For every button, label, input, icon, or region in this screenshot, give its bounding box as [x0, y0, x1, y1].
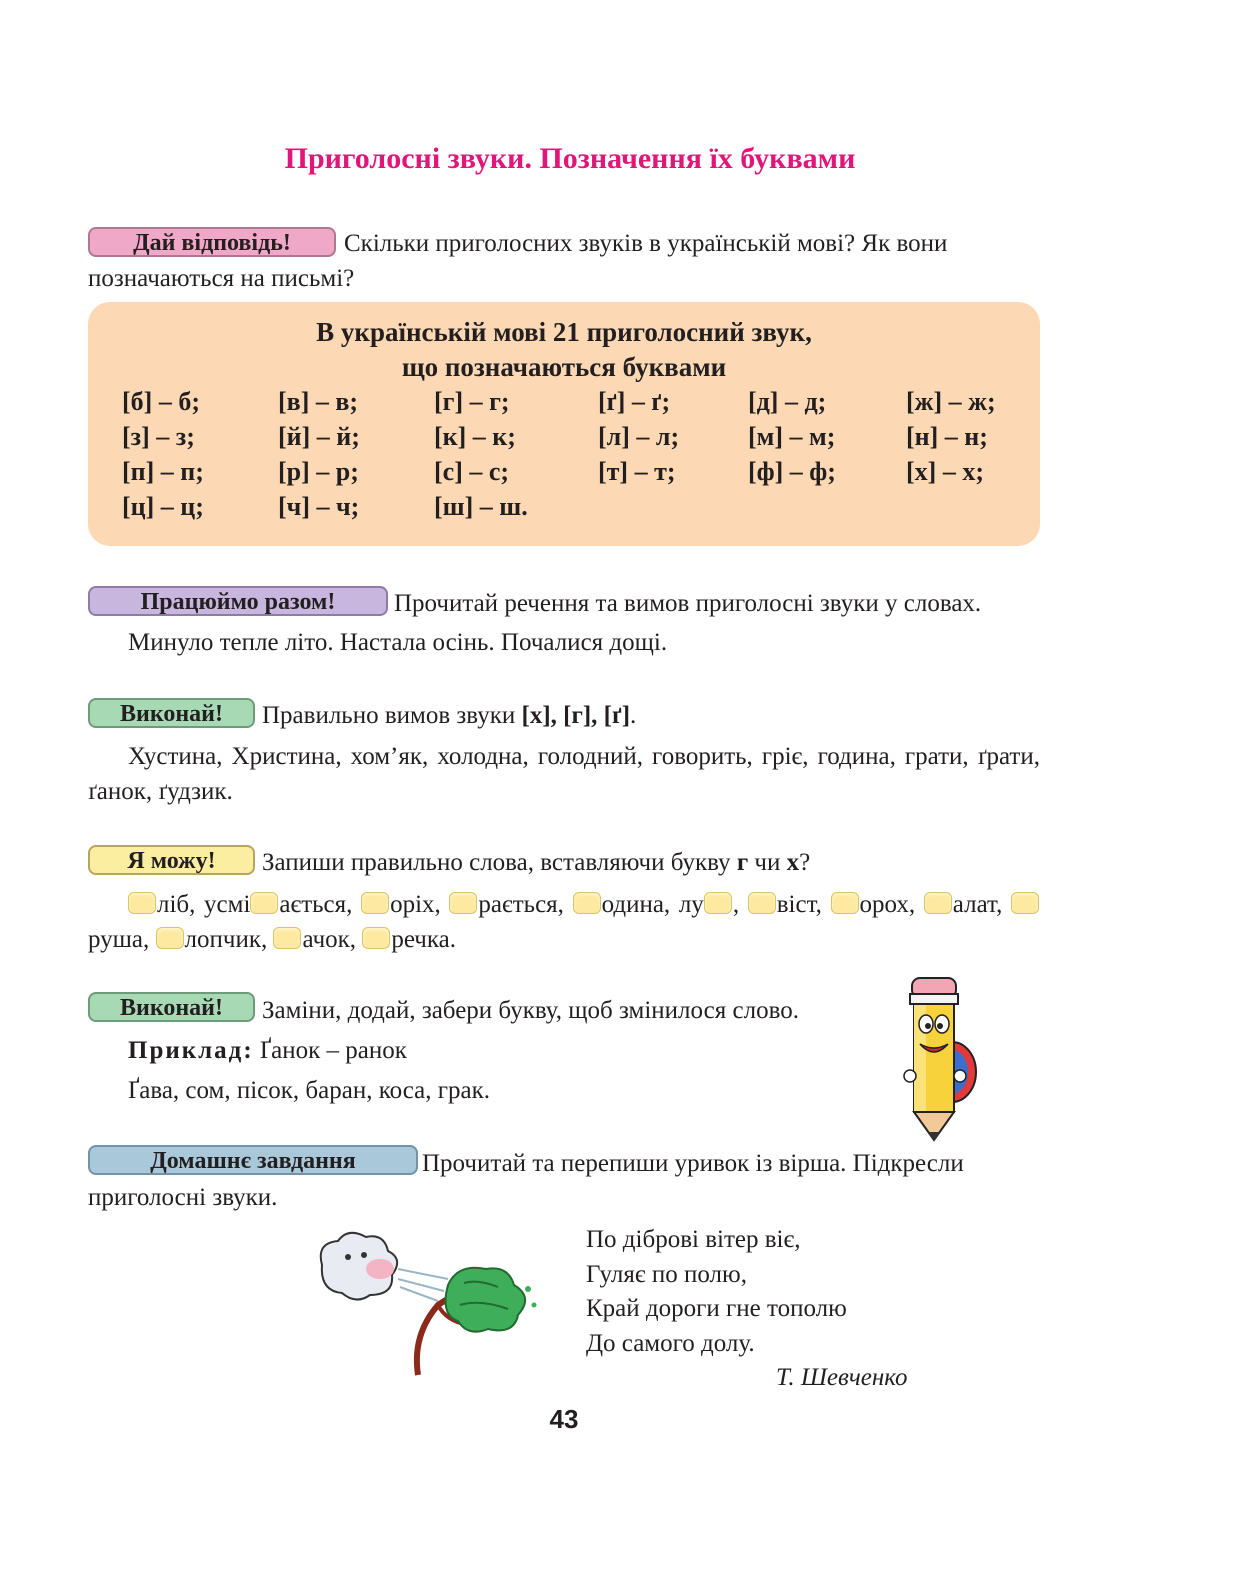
- ex4-task-or: чи: [748, 849, 787, 876]
- sound-letter-pair: [з] – з;: [122, 422, 195, 451]
- ex5-words: Ґава, сом, пісок, баран, коса, грак.: [128, 1077, 490, 1104]
- poem-line: Край дороги гне тополю: [586, 1295, 847, 1322]
- ex1-question-line2: позначаються на письмі?: [88, 265, 355, 292]
- word-fragment: речка.: [391, 926, 456, 953]
- letter-blank: [362, 927, 390, 949]
- badge-work-together: Працюймо разом!: [88, 586, 388, 616]
- page-number: 43: [549, 1404, 579, 1434]
- word-fragment: віст,: [776, 891, 831, 918]
- badge-do-it-2: Виконай!: [88, 992, 255, 1022]
- sound-letter-pair: [й] – й;: [278, 422, 360, 451]
- sound-letter-pair: [б] – б;: [122, 387, 200, 416]
- word-fragment: ліб, усмі: [157, 891, 251, 918]
- ex3-sounds: [х], [г], [ґ]: [521, 702, 631, 729]
- ex5-example: [128, 1036, 407, 1066]
- sound-letter-pair: [ґ] – ґ;: [598, 387, 671, 416]
- word-fragment: алат,: [952, 891, 1011, 918]
- poem-line: Гуляє по полю,: [586, 1260, 747, 1288]
- sound-letter-pair: [р] – р;: [278, 457, 359, 486]
- word-fragment: лопчик,: [184, 926, 274, 953]
- sound-letter-pair: [ц] – ц;: [122, 492, 204, 521]
- wind-tree-illustration: [308, 1225, 544, 1383]
- word-fragment: руша,: [88, 926, 156, 953]
- sound-letter-pair: [к] – к;: [434, 422, 516, 451]
- letter-blank: [361, 892, 389, 914]
- letter-blank: [831, 892, 859, 914]
- sound-letter-pair: [с] – с;: [434, 457, 510, 486]
- sound-letter-pair: [ш] – ш.: [434, 492, 528, 521]
- sound-letter-pair: [н] – н;: [906, 422, 988, 451]
- ex3-task: [262, 701, 636, 731]
- sound-letter-pair: [в] – в;: [278, 387, 359, 416]
- word-fragment: ається,: [279, 891, 362, 918]
- sound-letter-pair: [ф] – ф;: [748, 457, 836, 486]
- poem-author: Т. Шевченко: [776, 1364, 908, 1391]
- ex4-task: [262, 848, 810, 878]
- ex6-task-line2: приголосні звуки.: [88, 1184, 278, 1211]
- sound-letter-pair: [ж] – ж;: [906, 387, 996, 416]
- sound-letter-pair: [м] – м;: [748, 422, 836, 451]
- sound-letter-pair: [г] – г;: [434, 387, 510, 416]
- letter-blank: [704, 892, 732, 914]
- letter-blank: [156, 927, 184, 949]
- sound-letter-pair: [ч] – ч;: [278, 492, 360, 521]
- rule-heading-line2: що позначаються буквами: [401, 352, 727, 382]
- letter-blank: [449, 892, 477, 914]
- ex2-task: Прочитай речення та вимов приголосні звуки у словах.: [394, 590, 982, 617]
- badge-answer: Дай відповідь!: [88, 227, 336, 257]
- ex3-task-text: Правильно вимов звуки: [262, 702, 522, 729]
- ex4-task-end: ?: [799, 849, 811, 876]
- sound-letter-pair: [л] – л;: [598, 422, 680, 451]
- badge-do-it: Виконай!: [88, 698, 255, 728]
- word-fragment: ачок,: [302, 926, 363, 953]
- word-fragment: орох,: [859, 891, 924, 918]
- word-fragment: оріх,: [390, 891, 450, 918]
- letter-blank: [924, 892, 952, 914]
- sound-letter-pair: [т] – т;: [598, 457, 676, 486]
- poem-line: До самого долу.: [586, 1329, 755, 1357]
- ex4-letter-h: х: [786, 849, 800, 876]
- poem-line: По діброві вітер віє,: [586, 1226, 801, 1253]
- badge-i-can: Я можу!: [88, 845, 255, 875]
- ex2-text: Минуло тепле літо. Настала осінь. Почалися дощі.: [128, 629, 668, 656]
- rule-heading-line1: В українській мові 21 приголосний звук,: [316, 317, 812, 347]
- ex4-task-text: Запиши правильно слова, вставляючи букву: [262, 849, 737, 876]
- sound-letter-pair: [х] – х;: [906, 457, 984, 486]
- ex1-question-line1: Скільки приголосних звуків в українській мові? Як вони: [344, 230, 948, 257]
- word-fragment: ,: [732, 891, 748, 918]
- ex5-example-label: Приклад:: [128, 1037, 254, 1064]
- letter-blank: [273, 927, 301, 949]
- ex5-example-text: Ґанок – ранок: [253, 1037, 407, 1064]
- word-fragment: рається,: [478, 891, 573, 918]
- ex4-words: [88, 887, 1040, 957]
- letter-blank: [1011, 892, 1039, 914]
- letter-blank: [128, 892, 156, 914]
- page-title: Приголосні звуки. Позначення їх буквами: [284, 142, 856, 175]
- ex3-task-end: .: [630, 702, 637, 729]
- ex3-text: Хустина, Христина, хом’як, холодна, голодний, говорить, гріє, година, грати, ґрати, ґанок, ґудзик.: [88, 743, 1040, 805]
- letter-blank: [748, 892, 776, 914]
- word-fragment: одина, лу: [601, 891, 704, 918]
- ex6-task-line1: Прочитай та перепиши уривок із вірша. Підкресли: [422, 1150, 964, 1177]
- letter-blank: [250, 892, 278, 914]
- sound-letter-pair: [п] – п;: [122, 457, 204, 486]
- pencil-mascot-illustration: [898, 972, 982, 1144]
- badge-homework: Домашнє завдання: [88, 1145, 418, 1175]
- ex4-letter-g: г: [736, 849, 749, 876]
- ex5-task: Заміни, додай, забери букву, щоб змінилося слово.: [262, 997, 799, 1024]
- letter-blank: [573, 892, 601, 914]
- sound-letter-pair: [д] – д;: [748, 387, 827, 416]
